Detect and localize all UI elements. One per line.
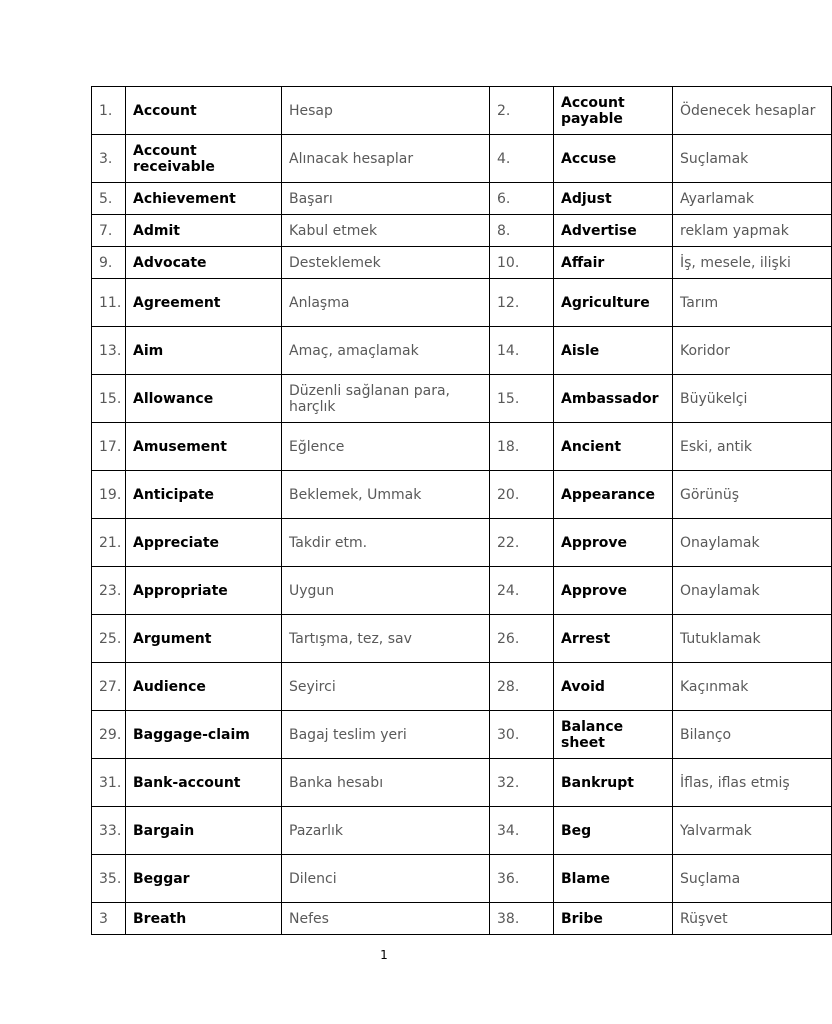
english-word-right: Adjust: [554, 183, 673, 215]
turkish-translation-left: Amaç, amaçlamak: [282, 327, 490, 375]
turkish-translation-left: Takdir etm.: [282, 519, 490, 567]
turkish-translation-right: Suçlamak: [673, 135, 832, 183]
english-word-right: Bankrupt: [554, 759, 673, 807]
turkish-translation-left: Kabul etmek: [282, 215, 490, 247]
table-row: [92, 471, 832, 519]
turkish-translation-right: Suçlama: [673, 855, 832, 903]
entry-number-left: 29.: [92, 711, 126, 759]
english-word-right: Arrest: [554, 615, 673, 663]
entry-number-left: 33.: [92, 807, 126, 855]
english-word-left: Appreciate: [126, 519, 282, 567]
entry-number-right: 14.: [490, 327, 554, 375]
english-word-left: Aim: [126, 327, 282, 375]
entry-number-right: 4.: [490, 135, 554, 183]
entry-number-left: 25.: [92, 615, 126, 663]
table-row: [92, 615, 832, 663]
turkish-translation-left: Banka hesabı: [282, 759, 490, 807]
turkish-translation-left: Hesap: [282, 87, 490, 135]
entry-number-right: 26.: [490, 615, 554, 663]
turkish-translation-right: Bilanço: [673, 711, 832, 759]
table-row: [92, 807, 832, 855]
turkish-translation-right: İflas, iflas etmiş: [673, 759, 832, 807]
entry-number-right: 20.: [490, 471, 554, 519]
turkish-translation-left: Dilenci: [282, 855, 490, 903]
english-word-left: Amusement: [126, 423, 282, 471]
entry-number-left: 5.: [92, 183, 126, 215]
english-word-right: Account payable: [554, 87, 673, 135]
english-word-right: Bribe: [554, 903, 673, 935]
turkish-translation-right: Onaylamak: [673, 519, 832, 567]
entry-number-right: 28.: [490, 663, 554, 711]
entry-number-left: 15.: [92, 375, 126, 423]
english-word-left: Audience: [126, 663, 282, 711]
turkish-translation-left: Beklemek, Ummak: [282, 471, 490, 519]
turkish-translation-left: Seyirci: [282, 663, 490, 711]
english-word-right: Approve: [554, 567, 673, 615]
turkish-translation-right: Koridor: [673, 327, 832, 375]
english-word-left: Admit: [126, 215, 282, 247]
table-row: [92, 855, 832, 903]
turkish-translation-right: Ödenecek hesaplar: [673, 87, 832, 135]
turkish-translation-left: Uygun: [282, 567, 490, 615]
english-word-left: Baggage-claim: [126, 711, 282, 759]
english-word-right: Accuse: [554, 135, 673, 183]
turkish-translation-left: Alınacak hesaplar: [282, 135, 490, 183]
english-word-right: Blame: [554, 855, 673, 903]
entry-number-right: 34.: [490, 807, 554, 855]
turkish-translation-left: Düzenli sağlanan para, harçlık: [282, 375, 490, 423]
entry-number-left: 27.: [92, 663, 126, 711]
entry-number-right: 36.: [490, 855, 554, 903]
entry-number-left: 11.: [92, 279, 126, 327]
english-word-left: Achievement: [126, 183, 282, 215]
entry-number-left: 13.: [92, 327, 126, 375]
english-word-right: Ancient: [554, 423, 673, 471]
turkish-translation-left: Desteklemek: [282, 247, 490, 279]
entry-number-right: 24.: [490, 567, 554, 615]
entry-number-right: 2.: [490, 87, 554, 135]
turkish-translation-left: Bagaj teslim yeri: [282, 711, 490, 759]
table-row: [92, 247, 832, 279]
entry-number-left: 19.: [92, 471, 126, 519]
turkish-translation-right: Büyükelçi: [673, 375, 832, 423]
table-row: [92, 183, 832, 215]
english-word-left: Breath: [126, 903, 282, 935]
english-word-left: Agreement: [126, 279, 282, 327]
entry-number-left: 7.: [92, 215, 126, 247]
turkish-translation-left: Nefes: [282, 903, 490, 935]
table-row: [92, 423, 832, 471]
entry-number-left: 23.: [92, 567, 126, 615]
english-word-left: Anticipate: [126, 471, 282, 519]
entry-number-left: 3.: [92, 135, 126, 183]
english-word-right: Aisle: [554, 327, 673, 375]
english-word-left: Argument: [126, 615, 282, 663]
table-row: [92, 759, 832, 807]
turkish-translation-right: Yalvarmak: [673, 807, 832, 855]
entry-number-right: 12.: [490, 279, 554, 327]
english-word-right: Advertise: [554, 215, 673, 247]
english-word-right: Appearance: [554, 471, 673, 519]
entry-number-right: 10.: [490, 247, 554, 279]
turkish-translation-left: Anlaşma: [282, 279, 490, 327]
turkish-translation-left: Tartışma, tez, sav: [282, 615, 490, 663]
table-row: [92, 135, 832, 183]
english-word-left: Account: [126, 87, 282, 135]
table-row: [92, 519, 832, 567]
turkish-translation-right: İş, mesele, ilişki: [673, 247, 832, 279]
entry-number-right: 32.: [490, 759, 554, 807]
page-number: 1: [380, 948, 388, 962]
entry-number-right: 8.: [490, 215, 554, 247]
english-word-right: Affair: [554, 247, 673, 279]
entry-number-right: 38.: [490, 903, 554, 935]
entry-number-left: 21.: [92, 519, 126, 567]
english-word-left: Allowance: [126, 375, 282, 423]
table-row: [92, 215, 832, 247]
english-word-left: Advocate: [126, 247, 282, 279]
entry-number-left: 17.: [92, 423, 126, 471]
entry-number-right: 6.: [490, 183, 554, 215]
entry-number-left: 9.: [92, 247, 126, 279]
english-word-right: Agriculture: [554, 279, 673, 327]
english-word-left: Appropriate: [126, 567, 282, 615]
turkish-translation-left: Başarı: [282, 183, 490, 215]
turkish-translation-right: Kaçınmak: [673, 663, 832, 711]
english-word-left: Bank-account: [126, 759, 282, 807]
turkish-translation-left: Pazarlık: [282, 807, 490, 855]
entry-number-left: 35.: [92, 855, 126, 903]
turkish-translation-right: Ayarlamak: [673, 183, 832, 215]
entry-number-left: 1.: [92, 87, 126, 135]
english-word-right: Balance sheet: [554, 711, 673, 759]
english-word-right: Beg: [554, 807, 673, 855]
table-row: [92, 903, 832, 935]
turkish-translation-left: Eğlence: [282, 423, 490, 471]
english-word-right: Ambassador: [554, 375, 673, 423]
turkish-translation-right: Onaylamak: [673, 567, 832, 615]
entry-number-right: 18.: [490, 423, 554, 471]
table-row: [92, 87, 832, 135]
vocabulary-sheet: [91, 86, 816, 935]
entry-number-left: 3: [92, 903, 126, 935]
turkish-translation-right: Tarım: [673, 279, 832, 327]
entry-number-right: 30.: [490, 711, 554, 759]
table-row: [92, 663, 832, 711]
english-word-left: Account receivable: [126, 135, 282, 183]
english-word-right: Avoid: [554, 663, 673, 711]
turkish-translation-right: Eski, antik: [673, 423, 832, 471]
turkish-translation-right: Görünüş: [673, 471, 832, 519]
table-row: [92, 375, 832, 423]
vocabulary-table-body: [92, 87, 832, 935]
turkish-translation-right: Tutuklamak: [673, 615, 832, 663]
table-row: [92, 327, 832, 375]
vocabulary-table: [91, 86, 832, 935]
table-row: [92, 279, 832, 327]
entry-number-left: 31.: [92, 759, 126, 807]
entry-number-right: 15.: [490, 375, 554, 423]
table-row: [92, 711, 832, 759]
table-row: [92, 567, 832, 615]
turkish-translation-right: Rüşvet: [673, 903, 832, 935]
english-word-right: Approve: [554, 519, 673, 567]
english-word-left: Bargain: [126, 807, 282, 855]
turkish-translation-right: reklam yapmak: [673, 215, 832, 247]
english-word-left: Beggar: [126, 855, 282, 903]
entry-number-right: 22.: [490, 519, 554, 567]
